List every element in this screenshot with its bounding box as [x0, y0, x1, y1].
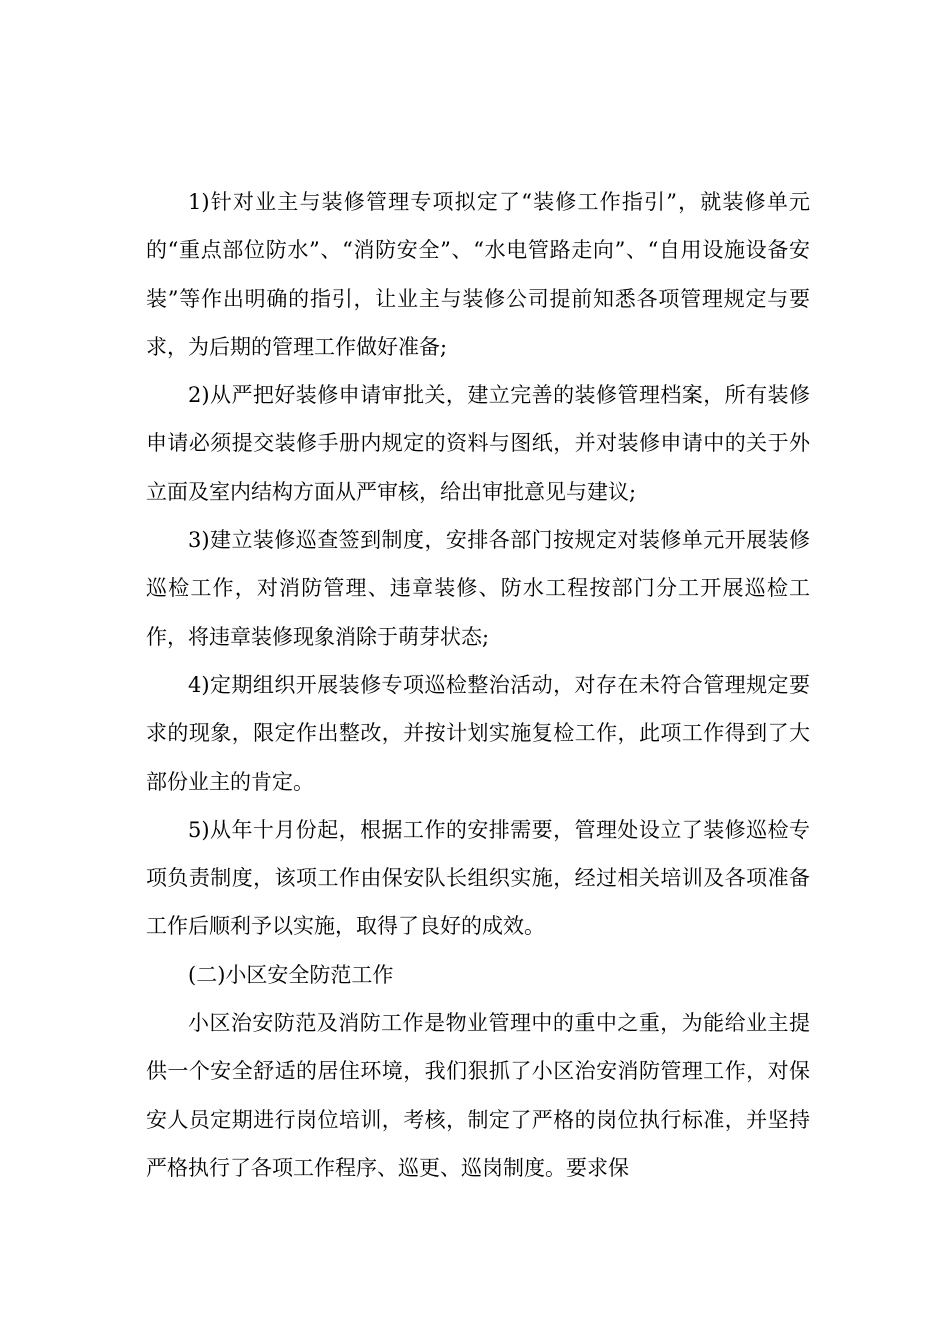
- paragraph-item-4: 4)定期组织开展装修专项巡检整治活动，对存在未符合管理规定要求的现象，限定作出整改，并按计划实施复检工作，此项工作得到了大部份业主的肯定。: [146, 672, 810, 794]
- document-body: [146, 178, 810, 1192]
- section-heading: (二)小区安全防范工作: [188, 962, 394, 987]
- paragraph-item-6: 小区治安防范及消防工作是物业管理中的重中之重，为能给业主提供一个安全舒适的居住环境，我们狠抓了小区治安消防管理工作，对保安人员定期进行岗位培训，考核，制定了严格的岗位执行标准，并坚持严格执行了各项工作程序、巡更、巡岗制度。要求保: [146, 1011, 810, 1180]
- paragraph-item-2: 2)从严把好装修申请审批关，建立完善的装修管理档案，所有装修申请必须提交装修手册内规定的资料与图纸，并对装修申请中的关于外立面及室内结构方面从严审核，给出审批意见与建议;: [146, 383, 810, 504]
- paragraph-item-5: 5)从年十月份起，根据工作的安排需要，管理处设立了装修巡检专项负责制度，该项工作由保安队长组织实施，经过相关培训及各项准备工作后顺利予以实施，取得了良好的成效。: [146, 817, 810, 939]
- paragraph-item-3: 3)建立装修巡查签到制度，安排各部门按规定对装修单元开展装修巡检工作，对消防管理、违章装修、防水工程按部门分工开展巡检工作，将违章装修现象消除于萌芽状态;: [146, 528, 810, 649]
- paragraph-item-1: 1)针对业主与装修管理专项拟定了“装修工作指引”，就装修单元的“重点部位防水”、“消防安全”、“水电管路走向”、“自用设施设备安装”等作出明确的指引，让业主与装修公司提前知悉各项管理规定与要求，为后期的管理工作做好准备;: [146, 190, 810, 359]
